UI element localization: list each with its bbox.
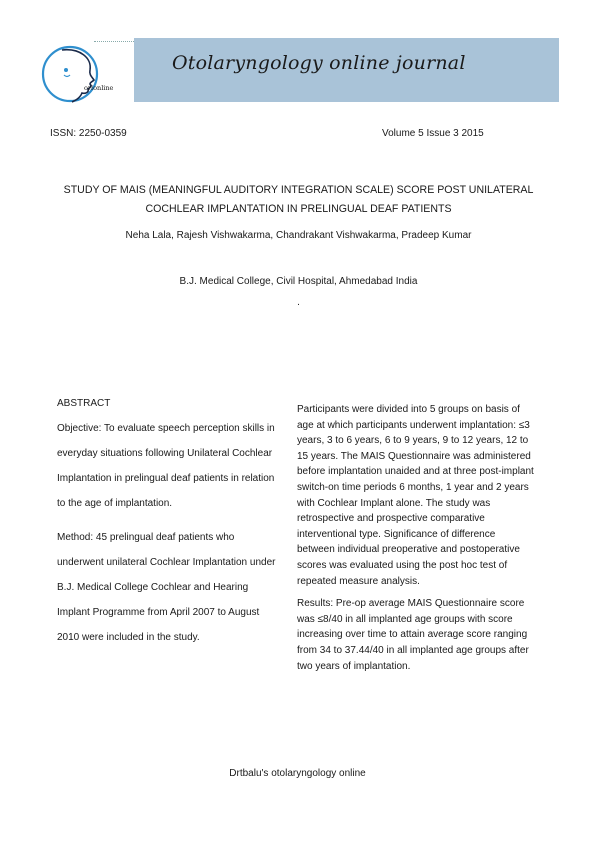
article-affiliation: B.J. Medical College, Civil Hospital, Ahmedabad India <box>179 276 418 287</box>
header-divider <box>94 41 134 42</box>
journal-title: Otolaryngology online journal <box>172 52 466 74</box>
abstract-right-column <box>297 402 534 674</box>
abstract-heading: ABSTRACT <box>57 398 111 409</box>
page-footer: Drtbalu's otolaryngology online <box>229 768 366 779</box>
article-authors: Neha Lala, Rajesh Vishwakarma, Chandrakant Vishwakarma, Pradeep Kumar <box>125 230 472 241</box>
article-title: STUDY OF MAIS (MEANINGFUL AUDITORY INTEGRATION SCALE) SCORE POST UNILATERAL COCHLEAR IMPLANTATION IN PRELINGUAL DEAF PATIENTS <box>63 184 534 215</box>
abstract-objective: Objective: To evaluate speech perception skills in everyday situations following Unilateral Cochlear Implantation in prelingual deaf patients in relation to the age of implantation. <box>57 423 275 509</box>
abstract-left-column <box>57 398 282 650</box>
abstract-results: Results: Pre-op average MAIS Questionnaire score was ≤8/40 in all implanted age groups with score increasing over time to attain average score ranging from 34 to 37.44/40 in all implanted age groups after two years of implantation. <box>297 598 529 672</box>
face-profile-icon <box>40 40 118 108</box>
journal-logo <box>40 40 118 108</box>
issn: ISSN: 2250-0359 <box>50 128 127 139</box>
separator-dot: . <box>297 297 300 308</box>
abstract-method: Method: 45 prelingual deaf patients who underwent unilateral Cochlear Implantation under B.J. Medical College Cochlear and Hearing Implant Programme from April 2007 to August 2010 were included in the study. <box>57 532 276 643</box>
abstract-participants: Participants were divided into 5 groups on basis of age at which participants underwent implantation: ≤3 years, 3 to 6 years, 6 to 9 years, 9 to 12 years, 12 to 15 years. The MAIS Questionnaire was administered before implantation unaided and at three post-implant switch-on time periods 6 months, 1 year and 2 years with Cochlear Implant alone. The study was retrospective and prospective comparative interventional type. Significance of difference between individual preoperative and postoperative scores was evaluated using the post hoc test of repeated measure analysis. <box>297 404 534 587</box>
volume-issue: Volume 5 Issue 3 2015 <box>382 128 484 139</box>
logo-text: orlonline <box>84 84 114 92</box>
